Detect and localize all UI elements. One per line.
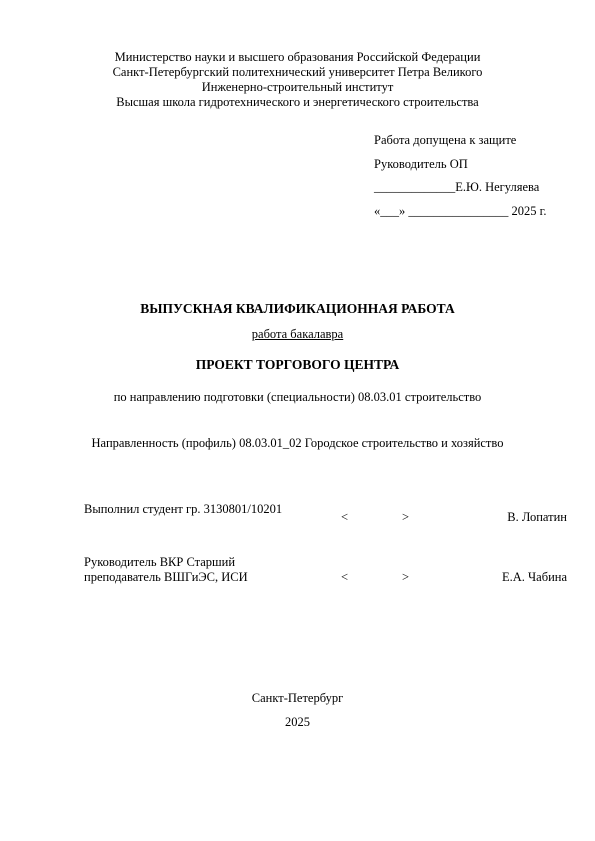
ministry-line: Министерство науки и высшего образования Российской Федерации [114, 50, 481, 64]
supervisor-role: Руководитель ВКР Старший преподаватель ВШГиЭС, ИСИ [84, 555, 248, 584]
study-direction: по направлению подготовки (специальности) 08.03.01 строительство [113, 390, 482, 404]
school-line: Высшая школа гидротехнического и энергетического строительства [116, 95, 479, 109]
document-title: ВЫПУСКНАЯ КВАЛИФИКАЦИОННАЯ РАБОТА [140, 301, 455, 316]
approval-date-line: «___» ________________ 2025 г. [374, 203, 547, 218]
supervisor-signature-open-bracket: < [341, 570, 349, 584]
year: 2025 [285, 715, 310, 729]
institute-line: Инженерно-строительный институт [201, 80, 394, 94]
supervisor-name: Е.А. Чабина [502, 570, 567, 584]
approval-head-label: Руководитель ОП [374, 156, 468, 171]
city: Санкт-Петербург [251, 691, 344, 705]
student-role: Выполнил студент гр. 3130801/10201 [84, 502, 283, 516]
work-type: работа бакалавра [251, 327, 344, 341]
approval-admitted: Работа допущена к защите [374, 133, 517, 147]
student-name: В. Лопатин [507, 510, 567, 524]
approval-head-signature: _____________Е.Ю. Негуляева [374, 180, 540, 194]
approval-block [374, 132, 546, 226]
institution-header [0, 50, 595, 110]
study-profile: Направленность (профиль) 08.03.01_02 Городское строительство и хозяйство [91, 436, 504, 450]
project-title: ПРОЕКТ ТОРГОВОГО ЦЕНТРА [195, 357, 400, 372]
university-line: Санкт-Петербургский политехнический университет Петра Великого [112, 65, 483, 79]
student-signature-close-bracket: > [402, 510, 410, 524]
student-signature-open-bracket: < [341, 510, 349, 524]
supervisor-signature-close-bracket: > [402, 570, 410, 584]
